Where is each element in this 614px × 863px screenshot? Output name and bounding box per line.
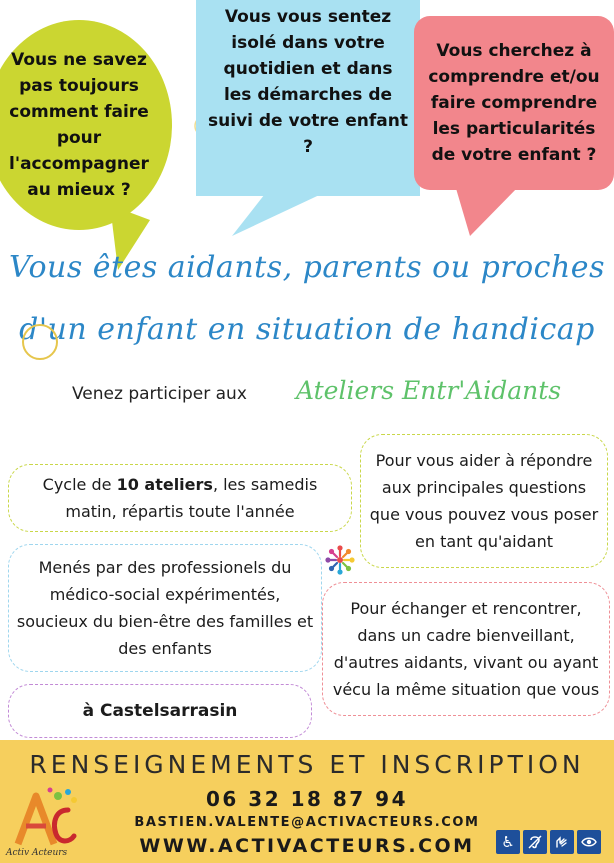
- logo-text: Activ Acteurs: [6, 848, 68, 858]
- hearing-icon: [523, 830, 547, 854]
- box-cycle: [8, 464, 352, 532]
- footer-banner: [0, 740, 614, 863]
- tagline-line-2: d'un enfant en situation de handicap: [19, 312, 595, 347]
- bubble-understand-text: Vous cherchez à comprendre et/ou faire comprendre les particularités de votre enfant ?: [428, 41, 600, 165]
- bubble-understand: [414, 16, 614, 190]
- box-professionals: [8, 544, 322, 672]
- cycle-bold: 10 ateliers: [116, 475, 213, 494]
- invite-prefix: Venez participer aux: [72, 384, 247, 404]
- cycle-pre: Cycle de: [42, 475, 117, 494]
- decorative-circle: [22, 324, 58, 360]
- bubble-isolated-text: Vous vous sentez isolé dans votre quotidien et dans les démarches de suivi de votre enfant ?: [208, 7, 408, 157]
- footer-heading: RENSEIGNEMENTS ET INSCRIPTION: [29, 750, 585, 779]
- cycle-post: , les samedis matin, répartis toute l'année: [65, 475, 318, 521]
- footer-website[interactable]: WWW.ACTIVACTEURS.COM: [139, 835, 475, 857]
- wheelchair-icon: ♿: [496, 830, 520, 854]
- footer-phone[interactable]: 06 32 18 87 94: [205, 787, 408, 811]
- box-location-text: à Castelsarrasin: [82, 700, 238, 721]
- box-exchange-text: Pour échanger et rencontrer, dans un cadre bienveillant, d'autres aidants, vivant ou ayant vécu la même situation que vous: [332, 599, 600, 699]
- bubble-accompany: [0, 20, 172, 230]
- sign-language-icon: [550, 830, 574, 854]
- box-location: [8, 684, 312, 738]
- accessibility-icons: [496, 830, 601, 854]
- box-cycle-text: [9, 471, 351, 525]
- box-professionals-text: Menés par des professionels du médico-social expérimentés, soucieux du bien-être des familles et des enfants: [16, 558, 314, 658]
- ateliers-title: Ateliers Entr'Aidants: [296, 376, 562, 405]
- tagline-line-1: Vous êtes aidants, parents ou proches: [9, 250, 605, 285]
- eye-icon: [577, 830, 601, 854]
- box-help-text: Pour vous aider à répondre aux principales questions que vous pouvez vous poser en tant qu'aidant: [369, 451, 599, 551]
- box-help: [360, 434, 608, 568]
- box-exchange: [322, 582, 610, 716]
- community-emblem-icon: [322, 542, 358, 578]
- footer-email[interactable]: BASTIEN.VALENTE@ACTIVACTEURS.COM: [134, 815, 480, 830]
- bubble-isolated: [196, 0, 420, 196]
- bubble-accompany-text: Vous ne savez pas toujours comment faire pour l'accompagner au mieux ?: [9, 50, 149, 200]
